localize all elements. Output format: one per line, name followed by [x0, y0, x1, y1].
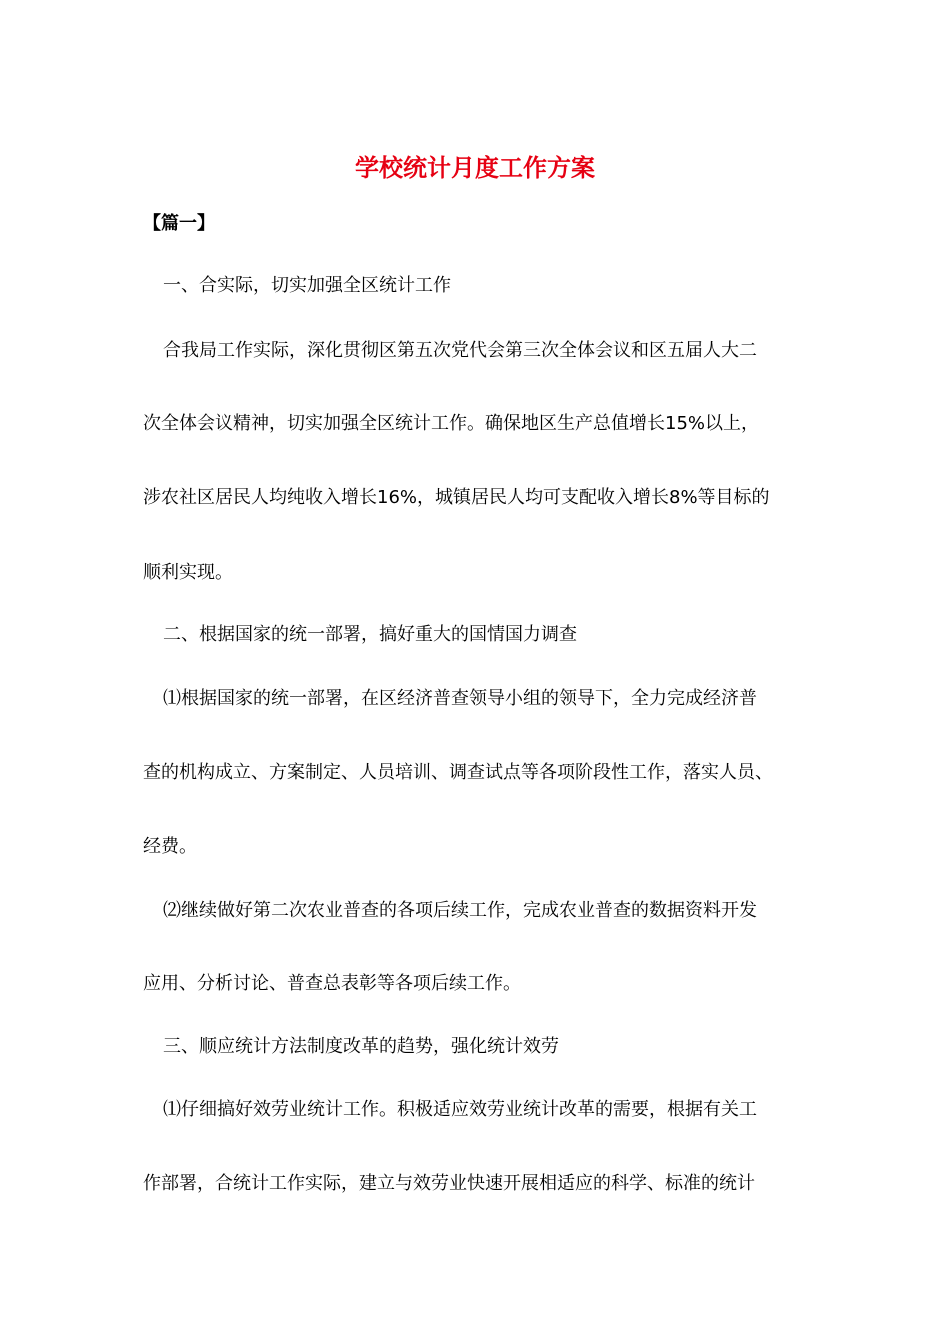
paragraph-line: 经费。 [143, 836, 197, 857]
section-label: 【篇一】 [143, 213, 215, 234]
paragraph-line: 作部署，合统计工作实际，建立与效劳业快速开展相适应的科学、标准的统计 [143, 1173, 755, 1194]
document-title: 学校统计月度工作方案 [355, 154, 595, 182]
paragraph-line: ⑵继续做好第二次农业普查的各项后续工作，完成农业普查的数据资料开发 [163, 900, 757, 921]
section-heading-2: 二、根据国家的统一部署，搞好重大的国情国力调查 [163, 624, 577, 645]
paragraph-line: 查的机构成立、方案制定、人员培训、调查试点等各项阶段性工作，落实人员、 [143, 762, 773, 783]
paragraph-line: 应用、分析讨论、普查总表彰等各项后续工作。 [143, 973, 521, 994]
paragraph-line: 次全体会议精神，切实加强全区统计工作。确保地区生产总值增长15%以上， [143, 413, 760, 434]
paragraph-line: 合我局工作实际，深化贯彻区第五次党代会第三次全体会议和区五届人大二 [163, 340, 757, 361]
paragraph-line: ⑴根据国家的统一部署，在区经济普查领导小组的领导下，全力完成经济普 [163, 688, 757, 709]
section-heading-1: 一、合实际，切实加强全区统计工作 [163, 275, 451, 296]
paragraph-line: 顺利实现。 [143, 562, 233, 583]
section-heading-3: 三、顺应统计方法制度改革的趋势，强化统计效劳 [163, 1036, 559, 1057]
paragraph-line: ⑴仔细搞好效劳业统计工作。积极适应效劳业统计改革的需要，根据有关工 [163, 1099, 757, 1120]
paragraph-line: 涉农社区居民人均纯收入增长16%，城镇居民人均可支配收入增长8%等目标的 [143, 487, 770, 508]
